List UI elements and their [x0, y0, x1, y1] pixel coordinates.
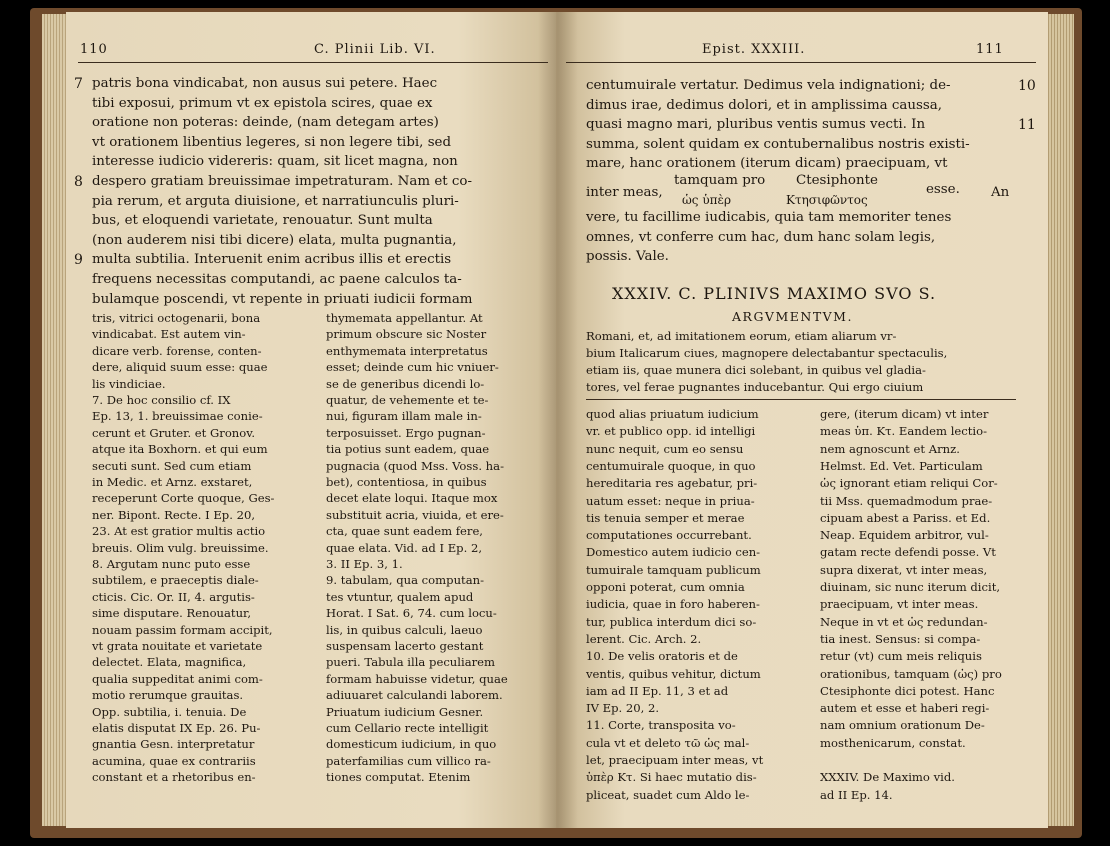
- note-line: Neap. Equidem arbitror, vul-: [820, 528, 989, 543]
- right-running-head: Epist. XXXIII.: [702, 42, 806, 57]
- note-line: diuinam, sic nunc iterum dicit,: [820, 580, 1001, 594]
- note-line: qualia suppeditat animi com-: [92, 671, 263, 686]
- left-page-number: 110: [80, 42, 108, 57]
- note-line: ὡς ignorant etiam reliqui Cor-: [820, 476, 998, 491]
- argument-line: Romani, et, ad imitationem eorum, etiam aliarum vr-: [586, 329, 897, 343]
- margin-paragraph-number: 11: [1018, 117, 1036, 134]
- note-line: tumuirale tamquam publicum: [586, 562, 761, 577]
- note-line: supra dixerat, vt inter meas,: [820, 562, 988, 577]
- note-line: ad II Ep. 14.: [820, 787, 893, 802]
- note-line: lis vindiciae.: [92, 376, 166, 391]
- main-text-line: patris bona vindicabat, non ausus sui petere. Haec: [92, 76, 438, 91]
- note-line: 23. At est gratior multis actio: [92, 524, 266, 539]
- note-line: nui, figuram illam male in-: [326, 409, 482, 424]
- note-line: Horat. I Sat. 6, 74. cum locu-: [326, 606, 497, 621]
- note-line: computationes occurrebant.: [586, 528, 752, 543]
- argument-line: tores, vel ferae pugnantes inducebantur. Qui ergo ciuium: [586, 380, 924, 394]
- note-line: in Medic. et Arnz. exstaret,: [92, 475, 253, 489]
- note-line: Helmst. Ed. Vet. Particulam: [820, 458, 983, 473]
- margin-paragraph-number: 10: [1018, 78, 1036, 94]
- book-gutter: [538, 12, 578, 828]
- note-line: acumina, quae ex contrariis: [92, 753, 256, 768]
- note-line: bet), contentiosa, in quibus: [326, 475, 487, 489]
- note-line: tiones computat. Etenim: [326, 770, 471, 785]
- split-bottom-a: ὡς ὑπὲρ: [682, 193, 731, 207]
- argument-line: etiam iis, quae munera dici solebant, in quibus vel gladia-: [586, 363, 926, 377]
- note-line: esset; deinde cum hic vniuer-: [326, 360, 499, 375]
- main-text-line: omnes, vt conferre cum hac, dum hanc solam legis,: [586, 229, 936, 245]
- right-page-number: 111: [976, 42, 1004, 57]
- note-line: receperunt Corte quoque, Ges-: [92, 491, 275, 506]
- main-text-line: summa, solent quidam ex contubernalibus nostris existi-: [586, 136, 970, 152]
- margin-paragraph-number: 9: [74, 252, 83, 269]
- note-line: domesticum iudicium, in quo: [326, 737, 497, 752]
- main-text-line: bus, et eloquendi varietate, renouatur. Sunt multa: [92, 213, 433, 229]
- note-line: nam omnium orationum De-: [820, 718, 985, 733]
- note-line: lerent. Cic. Arch. 2.: [586, 631, 702, 646]
- main-text-line: pia rerum, et arguta diuisione, et narratiunculis pluri-: [92, 193, 459, 209]
- note-line: tii Mss. quemadmodum prae-: [820, 493, 993, 508]
- note-line: uatum esset: neque in priua-: [586, 493, 755, 508]
- note-line: breuis. Olim vulg. breuissime.: [92, 540, 269, 555]
- note-line: orationibus, tamquam (ὡς) pro: [820, 666, 1002, 681]
- note-line: decet elate loqui. Itaque mox: [326, 491, 498, 506]
- note-line: elatis disputat IX Ep. 26. Pu-: [92, 721, 261, 735]
- left-head-rule: [78, 62, 548, 63]
- note-line: delectet. Elata, magnifica,: [92, 655, 247, 670]
- note-line: 10. De velis oratoris et de: [586, 649, 738, 664]
- main-text-line: (non auderem nisi tibi dicere) elata, multa pugnantia,: [92, 232, 457, 248]
- note-line: Opp. subtilia, i. tenuia. De: [92, 704, 247, 719]
- note-line: primum obscure sic Noster: [326, 327, 487, 342]
- margin-paragraph-number: 7: [74, 76, 83, 92]
- note-line: quae elata. Vid. ad I Ep. 2,: [326, 540, 483, 555]
- note-line: terposuisset. Ergo pugnan-: [326, 425, 486, 440]
- note-line: autem et esse et haberi regi-: [820, 701, 990, 716]
- note-line: iam ad II Ep. 11, 3 et ad: [586, 683, 729, 698]
- note-line: meas ὑπ. Κτ. Eandem lectio-: [820, 424, 988, 439]
- note-line: vindicabat. Est autem vin-: [92, 327, 246, 342]
- note-line: thymemata appellantur. At: [326, 311, 483, 325]
- note-line: quod alias priuatum iudicium: [586, 407, 759, 421]
- main-text-line: interesse iudicio videreris: quam, sit licet magna, non: [92, 154, 458, 170]
- note-line: dicare verb. forense, conten-: [92, 343, 262, 358]
- note-line: Ep. 13, 1. breuissimae conie-: [92, 409, 263, 424]
- note-line: mosthenicarum, constat.: [820, 735, 966, 750]
- main-text-line: frequens necessitas computandi, ac paene calculos ta-: [92, 272, 462, 287]
- main-text-line: despero gratiam breuissimae impetraturam. Nam et co-: [92, 174, 472, 189]
- argument-line: bium Italicarum ciues, magnopere delectabantur spectaculis,: [586, 346, 948, 360]
- note-line: enthymemata interpretatus: [326, 343, 488, 358]
- right-head-rule: [566, 62, 1036, 63]
- left-running-head: C. Plinii Lib. VI.: [314, 42, 436, 57]
- note-line: tris, vitrici octogenarii, bona: [92, 311, 261, 325]
- note-line: Ctesiphonte dici potest. Hanc: [820, 683, 995, 698]
- note-line: atque ita Boxhorn. et qui eum: [92, 442, 268, 457]
- note-line: cerunt et Gruter. et Gronov.: [92, 425, 256, 440]
- note-line: motio rerumque grauitas.: [92, 688, 244, 703]
- page-edges-right: [1046, 14, 1074, 826]
- note-line: hereditaria res agebatur, pri-: [586, 476, 758, 491]
- note-line: subtilem, e praeceptis diale-: [92, 573, 259, 588]
- note-line: Priuatum iudicium Gesner.: [326, 704, 484, 719]
- split-top-a: tamquam pro: [674, 173, 766, 188]
- note-line: lis, in quibus calculi, laeuo: [326, 622, 483, 637]
- note-line: 9. tabulam, qua computan-: [326, 573, 484, 588]
- note-line: centumuirale quoque, in quo: [586, 458, 756, 473]
- note-line: cipuam abest a Pariss. et Ed.: [820, 510, 991, 525]
- note-line: pueri. Tabula illa peculiarem: [326, 655, 495, 670]
- main-text-line: vere, tu facillime iudicabis, quia tam memoriter tenes: [586, 210, 952, 225]
- right-page: [556, 12, 1048, 828]
- note-line: pugnacia (quod Mss. Voss. ha-: [326, 458, 504, 473]
- split-bottom-b: Κτησιφῶντος: [786, 193, 868, 207]
- note-line: substituit acria, viuida, et ere-: [326, 507, 504, 522]
- note-line: nunc nequit, cum eo sensu: [586, 441, 744, 456]
- main-text-line: bulamque poscendi, vt repente in priuati iudicii formam: [92, 291, 473, 307]
- note-line: let, praecipuam inter meas, vt: [586, 753, 764, 767]
- note-line: cticis. Cic. Or. II, 4. argutis-: [92, 589, 255, 604]
- note-line: Neque in vt et ὡς redundan-: [820, 614, 988, 629]
- notes-rule: [586, 399, 1016, 400]
- main-text-line: dimus irae, dedimus dolori, et in amplissima caussa,: [586, 97, 942, 113]
- note-line: gatam recte defendi posse. Vt: [820, 545, 996, 560]
- note-line: pliceat, suadet cum Aldo le-: [586, 787, 750, 802]
- note-line: dere, aliquid suum esse: quae: [92, 360, 268, 375]
- note-line: nouam passim formam accipit,: [92, 622, 273, 637]
- note-line: tia potius sunt eadem, quae: [326, 442, 490, 457]
- note-line: paterfamilias cum villico ra-: [326, 753, 491, 768]
- note-line: vt grata nouitate et varietate: [92, 639, 263, 653]
- note-line: praecipuam, vt inter meas.: [820, 597, 979, 612]
- note-line: gnantia Gesn. interpretatur: [92, 737, 255, 752]
- note-line: sime disputare. Renouatur,: [92, 606, 252, 621]
- note-line: opponi poterat, cum omnia: [586, 580, 745, 594]
- main-text-line: centumuirale vertatur. Dedimus vela indignationi; de-: [586, 78, 951, 93]
- margin-paragraph-number: 8: [74, 174, 83, 190]
- main-text-line: quasi magno mari, pluribus ventis sumus vecti. In: [586, 117, 926, 133]
- note-line: ventis, quibus vehitur, dictum: [586, 666, 761, 681]
- note-line: adiuuaret calculandi laborem.: [326, 688, 503, 703]
- note-line: IV Ep. 20, 2.: [586, 701, 660, 716]
- split-end: An: [991, 185, 1010, 200]
- note-line: constant et a rhetoribus en-: [92, 770, 256, 785]
- split-top-b: Ctesiphonte: [796, 173, 878, 188]
- note-line: gere, (iterum dicam) vt inter: [820, 407, 989, 421]
- note-line: 7. De hoc consilio cf. IX: [92, 393, 231, 407]
- note-line: 8. Argutam nunc puto esse: [92, 557, 251, 571]
- note-line: cula vt et deleto τῶ ὡς mal-: [586, 735, 750, 750]
- note-line: cta, quae sunt eadem fere,: [326, 524, 483, 539]
- note-line: se de generibus dicendi lo-: [326, 376, 485, 391]
- letter-title: XXXIV. C. PLINIVS MAXIMO SVO S.: [612, 284, 937, 303]
- note-line: ner. Bipont. Recte. I Ep. 20,: [92, 507, 256, 522]
- note-line: suspensam lacerto gestant: [326, 639, 484, 653]
- note-line: secuti sunt. Sed cum etiam: [92, 458, 252, 473]
- note-line: quatur, de vehemente et te-: [326, 393, 489, 407]
- note-line: 11. Corte, transposita vo-: [586, 718, 736, 733]
- note-line: formam habuisse videtur, quae: [326, 671, 508, 686]
- note-line: Domestico autem iudicio cen-: [586, 545, 761, 560]
- note-line: XXXIV. De Maximo vid.: [820, 770, 955, 785]
- note-line: tia inest. Sensus: si compa-: [820, 631, 981, 646]
- note-line: 3. II Ep. 3, 1.: [326, 557, 403, 571]
- main-text-line: mare, hanc orationem (iterum dicam) praecipuam, vt: [586, 156, 948, 172]
- note-line: nem agnoscunt et Arnz.: [820, 441, 960, 456]
- note-line: tur, publica interdum dici so-: [586, 614, 757, 629]
- note-line: cum Cellario recte intelligit: [326, 721, 489, 735]
- note-line: tis tenuia semper et merae: [586, 510, 745, 525]
- main-text-line: tibi exposui, primum vt ex epistola scires, quae ex: [92, 95, 433, 111]
- main-text-line: possis. Vale.: [586, 249, 669, 265]
- note-line: ὑπὲρ Κτ. Si haec mutatio dis-: [586, 770, 757, 785]
- main-text-line: multa subtilia. Interuenit enim acribus illis et erectis: [92, 252, 452, 268]
- left-page: [66, 12, 556, 828]
- main-text-line: oratione non poteras: deinde, (nam detegam artes): [92, 115, 439, 131]
- note-line: iudicia, quae in foro haberen-: [586, 597, 760, 612]
- main-text-line: vt orationem libentius legeres, si non legere tibi, sed: [92, 134, 452, 150]
- argument-heading: ARGVMENTVM.: [732, 309, 853, 324]
- note-line: vr. et publico opp. id intelligi: [586, 424, 756, 439]
- split-lead: inter meas,: [586, 185, 663, 200]
- note-line: retur (vt) cum meis reliquis: [820, 649, 982, 664]
- split-tail: esse.: [926, 182, 960, 197]
- note-line: tes vtuntur, qualem apud: [326, 589, 474, 604]
